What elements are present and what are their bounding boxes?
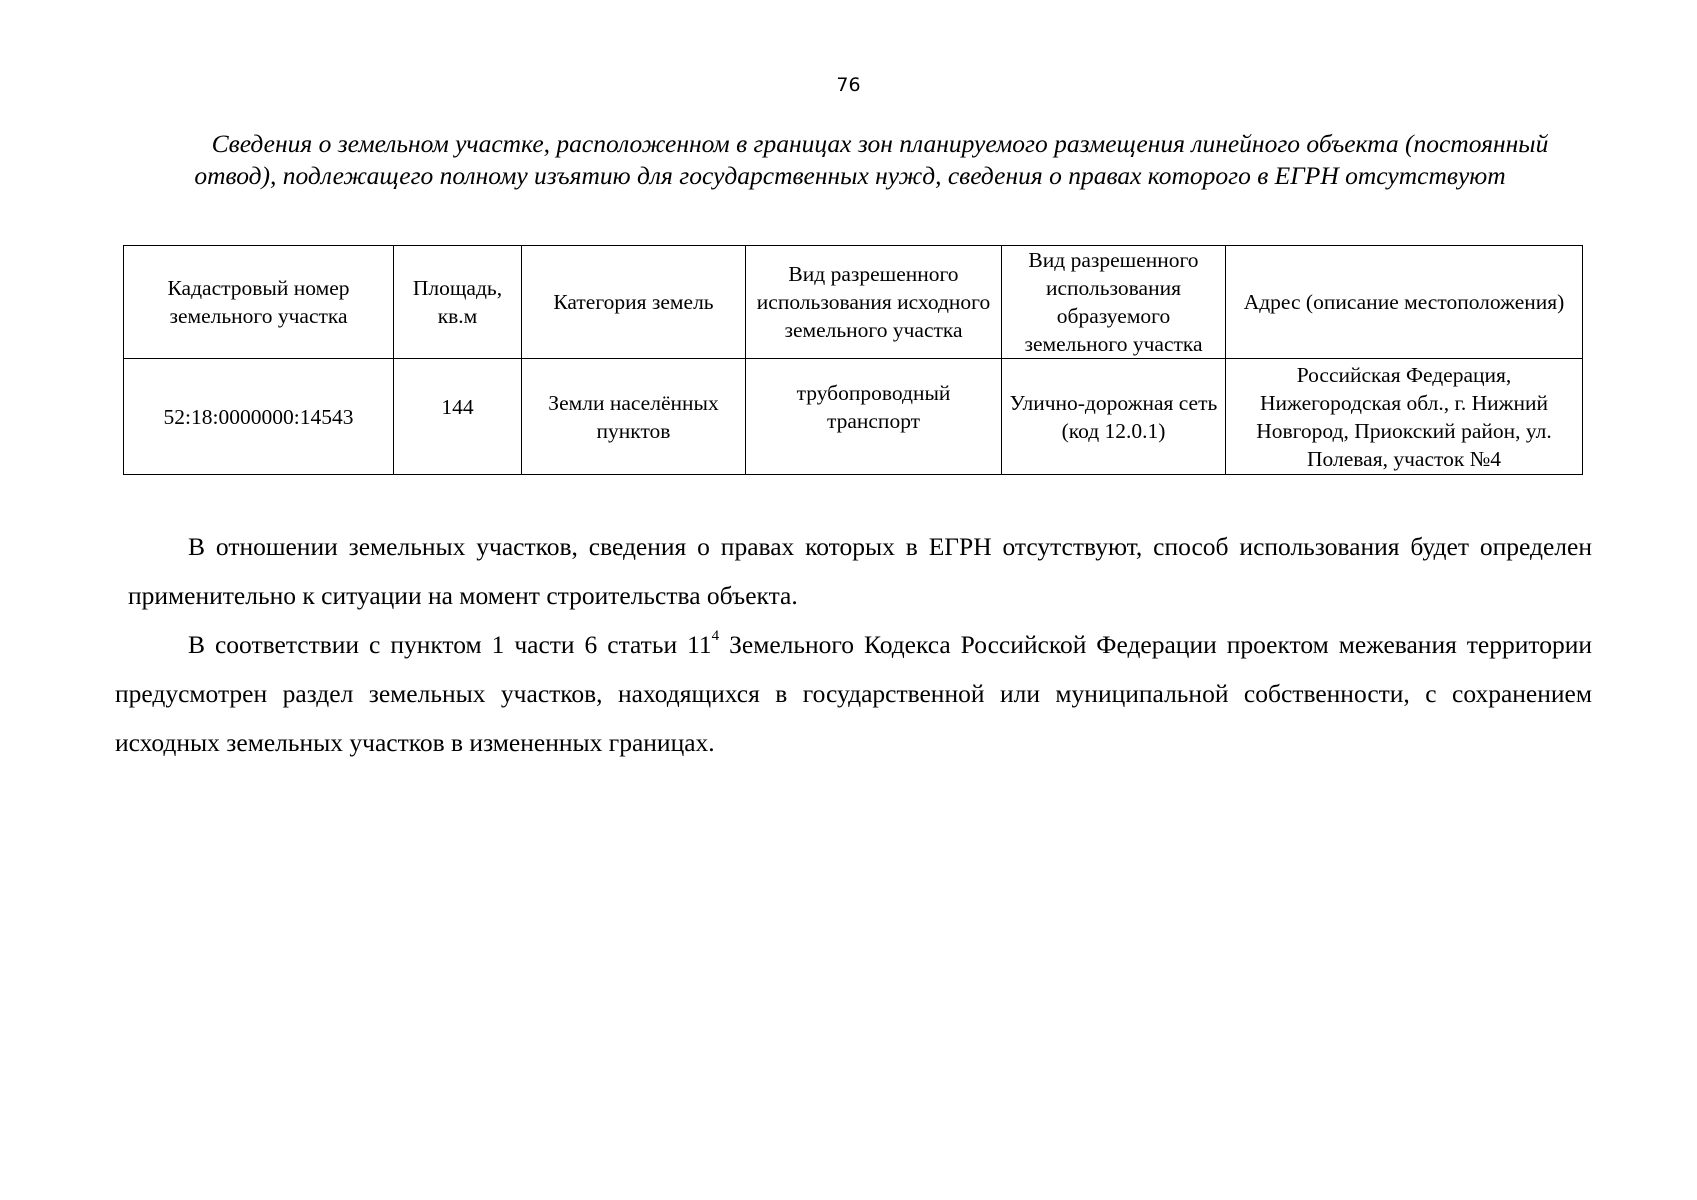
paragraph-egrn-absent: В отношении земельных участков, сведения о правах которых в ЕГРН отсутствуют, способ использования будет определен применительно к ситуации на момент строительства объекта. (128, 532, 1592, 610)
header-cadastral-number: Кадастровый номер земельного участка (124, 246, 394, 359)
paragraph-land-code (115, 620, 1592, 767)
article-superscript: 4 (711, 627, 720, 644)
cell-target-use: Улично-дорожная сеть (код 12.0.1) (1002, 359, 1226, 475)
table-header-row (124, 246, 1583, 359)
table-row (124, 359, 1583, 475)
header-land-category: Категория земель (522, 246, 746, 359)
header-target-use: Вид разрешенного использования образуемого земельного участка (1002, 246, 1226, 359)
header-area: Площадь, кв.м (394, 246, 522, 359)
land-plot-table (123, 245, 1583, 475)
cell-cadastral-number: 52:18:0000000:14543 (124, 359, 394, 475)
cell-source-use (746, 359, 1002, 475)
cell-address: Российская Федерация, Нижегородская обл., г. Нижний Новгород, Приокский район, ул. Полевая, участок №4 (1226, 359, 1583, 475)
cell-area-value: 144 (441, 394, 474, 419)
cell-land-category: Земли населённых пунктов (522, 359, 746, 475)
table-caption: Сведения о земельном участке, расположенном в границах зон планируемого размещения линейного объекта (постоянный отвод), подлежащего полному изъятию для государственных нужд, сведения о правах которого в ЕГРН отсутствуют (194, 129, 1549, 190)
cell-source-use-value: трубопроводный транспорт (796, 380, 951, 433)
paragraph-land-code-start: В соответствии с пунктом 1 части 6 статьи 11 (188, 630, 712, 659)
cell-area (394, 359, 522, 475)
header-source-use: Вид разрешенного использования исходного земельного участка (746, 246, 1002, 359)
page-number: 76 (836, 74, 861, 96)
header-address: Адрес (описание местоположения) (1226, 246, 1583, 359)
paragraph-land-code-end: Земельного Кодекса Российской Федерации проектом межевания территории предусмотрен раздел земельных участков, находящихся в государственной или муниципальной собственности, с сохранением исходных земельных участков в измененных границах. (115, 630, 1592, 757)
